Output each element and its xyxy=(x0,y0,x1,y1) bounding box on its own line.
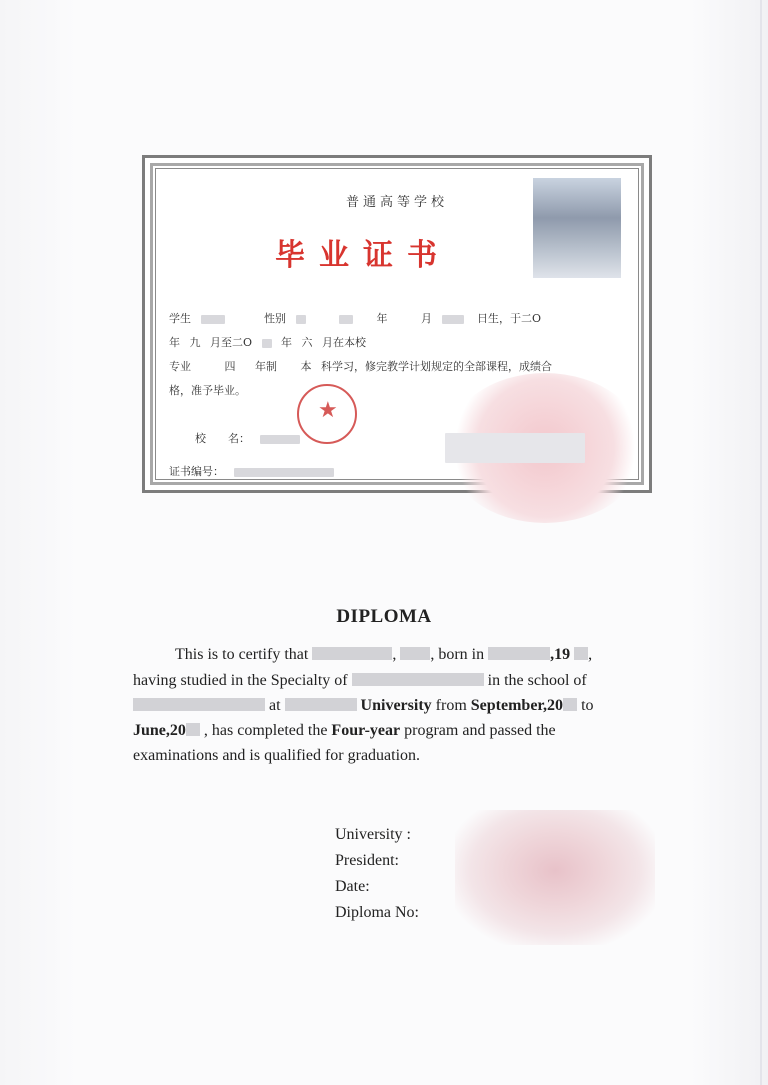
redacted-school-name xyxy=(260,435,300,444)
redacted-university xyxy=(285,698,357,711)
president-label: President: xyxy=(335,852,399,869)
label-year: 年 xyxy=(376,312,388,325)
label-year-2: 年 xyxy=(169,336,180,349)
redacted-school xyxy=(133,698,265,711)
redacted-name xyxy=(201,315,225,324)
to-text: to xyxy=(581,697,594,714)
university-label: University : xyxy=(335,826,411,843)
seal-star-icon: ★ xyxy=(318,398,338,423)
comma: , xyxy=(392,646,397,663)
diploma-line-1 xyxy=(175,646,683,664)
redacted-signature-and-seal xyxy=(455,810,655,945)
redacted-year xyxy=(339,315,353,324)
certificate-subtitle: 普通高等学校 xyxy=(345,195,448,210)
certify-text: This is to certify that xyxy=(175,646,309,663)
certificate-line-2 xyxy=(169,334,372,350)
diploma-line-5: examinations and is qualified for graduation. xyxy=(133,747,421,764)
school-seal xyxy=(297,384,357,444)
redacted-birth-year xyxy=(574,647,588,660)
label-major: 专业 xyxy=(169,360,191,373)
diploma-line-4 xyxy=(133,722,641,740)
label-gender: 性别 xyxy=(264,312,286,325)
program-text: program and passed the xyxy=(404,722,556,739)
start-date: September,20 xyxy=(470,697,564,714)
label-program: 年制 xyxy=(255,360,277,373)
birth-year-prefix: ,19 xyxy=(550,646,571,663)
end-month: 六 xyxy=(301,336,313,349)
certificate-number-row xyxy=(169,463,340,479)
label-to: 月至二O xyxy=(210,336,253,349)
redacted-name-en xyxy=(312,647,392,660)
comma-2: , xyxy=(588,646,593,663)
label-year-3: 年 xyxy=(281,336,293,349)
from-text: from xyxy=(435,697,467,714)
redacted-day xyxy=(442,315,464,324)
redacted-certificate-number xyxy=(234,468,334,477)
completion-text: 科学习，修完教学计划规定的全部课程，成绩合 xyxy=(321,360,552,373)
redacted-end-year-en xyxy=(186,723,200,736)
program-length: Four-year xyxy=(331,722,401,739)
scan-edge xyxy=(760,0,762,1085)
redacted-signature-block xyxy=(445,433,585,463)
chinese-certificate xyxy=(142,155,652,493)
label-at-school: 月在本校 xyxy=(322,336,367,349)
specialty-text: having studied in the Specialty of xyxy=(133,672,348,689)
completed-text: , has completed the xyxy=(203,722,328,739)
label-born: 日生，于二O xyxy=(477,312,542,325)
certificate-line-4: 格，准予毕业。 xyxy=(169,384,246,397)
at-text: at xyxy=(269,697,281,714)
label-school-name: 校 名： xyxy=(195,432,250,445)
program-years: 四 xyxy=(224,360,236,373)
certificate-title: 毕业证书 xyxy=(275,238,451,273)
start-month: 九 xyxy=(189,336,201,349)
diploma-line-2 xyxy=(133,672,641,690)
born-in-text: , born in xyxy=(430,646,485,663)
diploma-line-3 xyxy=(133,697,641,715)
university-word: University xyxy=(360,697,432,714)
diploma-number-label: Diploma No: xyxy=(335,904,419,921)
certificate-line-3 xyxy=(169,358,558,374)
redacted-start-year xyxy=(563,698,577,711)
school-of-text: in the school of xyxy=(487,672,587,689)
school-name-row xyxy=(195,430,306,446)
date-label: Date: xyxy=(335,878,370,895)
redacted-gender-en xyxy=(400,647,430,660)
diploma-title: DIPLOMA xyxy=(336,606,432,627)
student-photo xyxy=(533,178,621,278)
redacted-specialty xyxy=(352,673,484,686)
label-month: 月 xyxy=(421,312,432,325)
end-date: June,20 xyxy=(133,722,186,739)
degree-level: 本 xyxy=(300,360,312,373)
label-student: 学生 xyxy=(169,312,191,325)
label-certificate-number: 证书编号： xyxy=(169,465,224,478)
redacted-birth-date xyxy=(488,647,550,660)
redacted-gender xyxy=(296,315,306,324)
redacted-end-year xyxy=(262,339,272,348)
certificate-line-1 xyxy=(169,310,547,326)
